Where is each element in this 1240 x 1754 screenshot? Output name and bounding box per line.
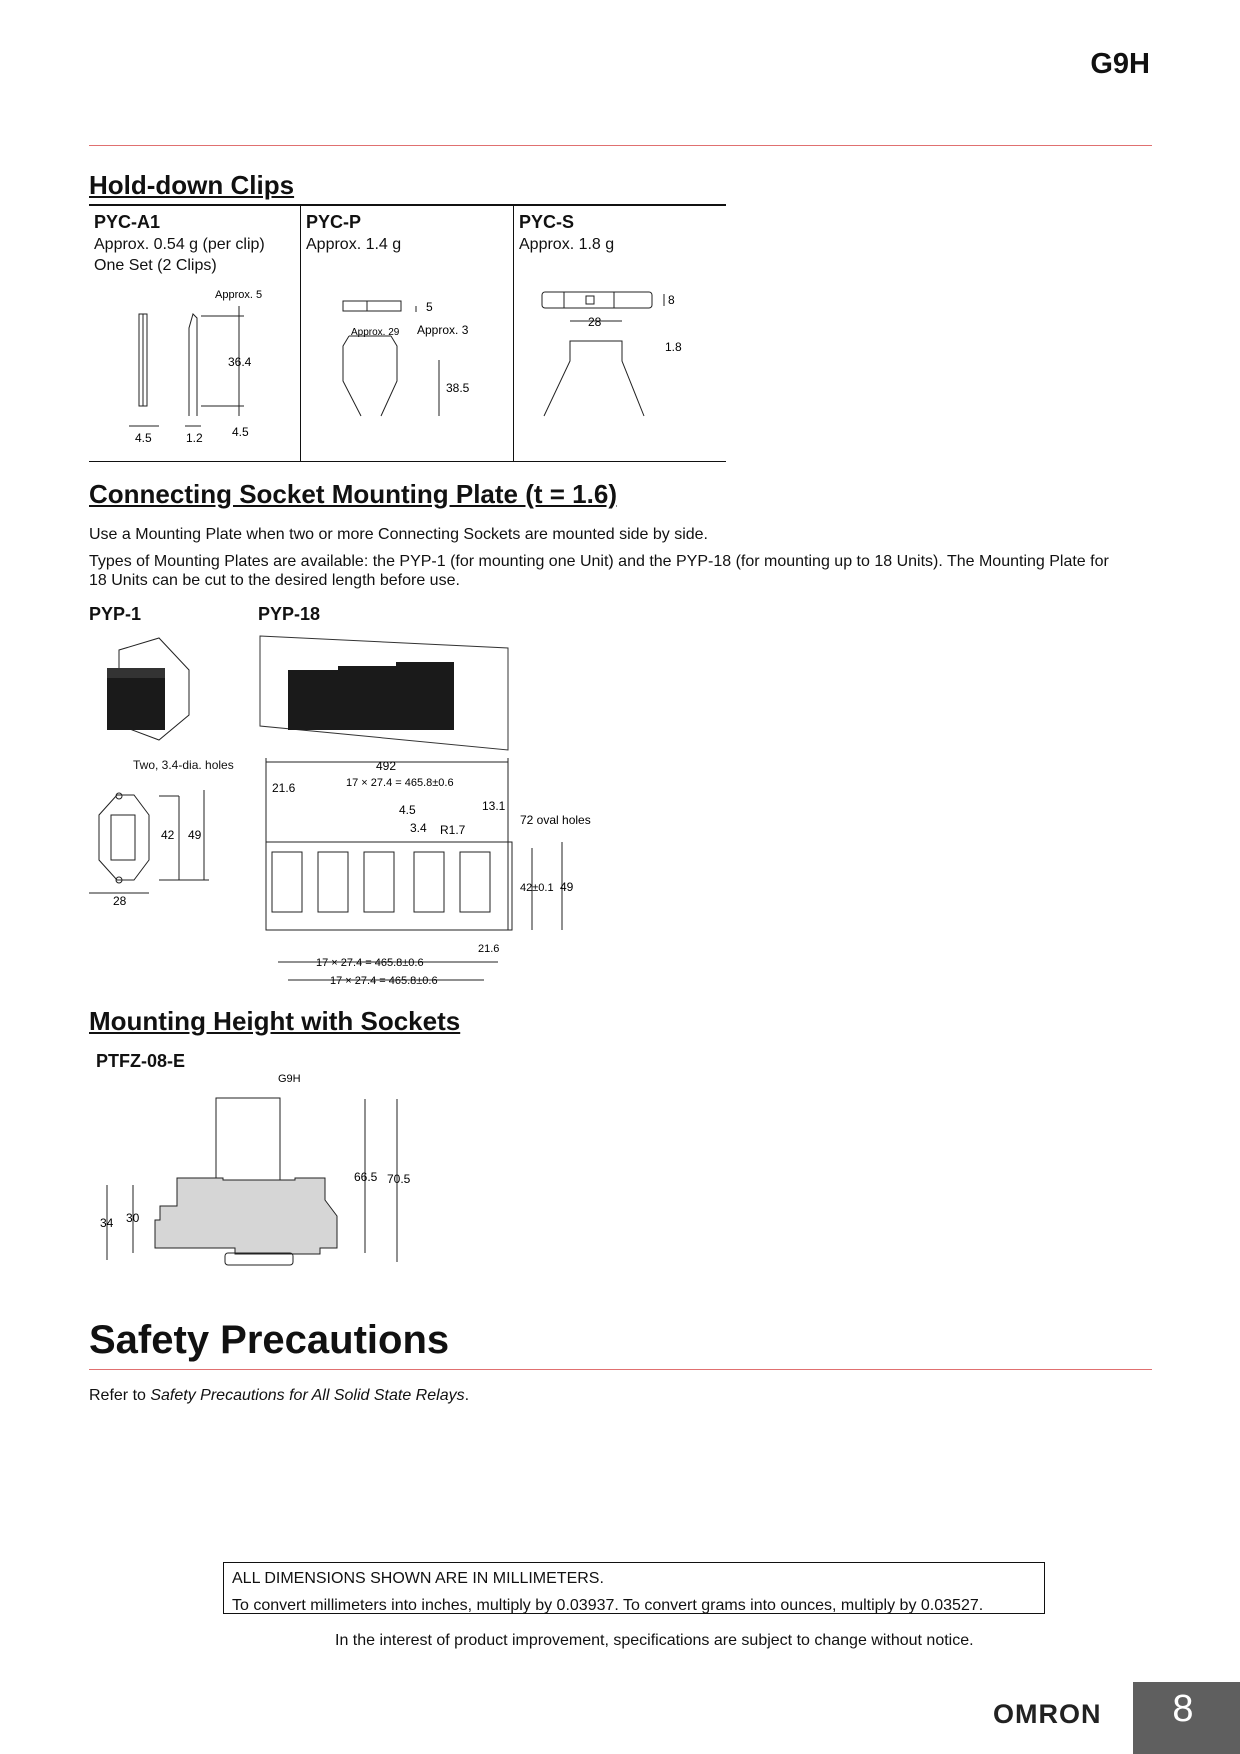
section-title-mounting-height: Mounting Height with Sockets [89,1006,461,1036]
dim-1-2: 1.2 [186,431,203,445]
pyp1-dim-28: 28 [113,894,127,908]
change-notice: In the interest of product improvement, specifications are subject to change without notice. [335,1632,974,1649]
dim-approx3: Approx. 3 [417,323,469,337]
pyc-s-drawing [514,276,726,461]
clip-cell-pyc-a1 [89,206,301,461]
socket-photo [396,662,454,730]
pyp1-model: PYP-1 [89,604,142,624]
pyp18-dim-49: 49 [560,880,574,894]
dim-70-5: 70.5 [387,1172,411,1186]
section-title-hold-down-clips: Hold-down Clips [89,170,295,200]
safety-title: Safety Precautions [89,1318,450,1362]
relay-label: G9H [278,1073,301,1085]
safety-refer-doc-link[interactable]: Safety Precautions for All Solid State Relays [150,1387,465,1404]
mounting-height-model: PTFZ-08-E [96,1051,186,1071]
pyp18-dim-492: 492 [376,759,397,773]
dim-approx29: Approx. 29 [351,327,400,338]
safety-refer-prefix: Refer to [89,1387,151,1404]
pyp18-r1-7: R1.7 [440,823,466,837]
pyp18-pitch-2: 17 × 27.4 = 465.8±0.6 [316,957,424,969]
page-number: 8 [1172,1688,1194,1730]
socket-photo [338,666,396,730]
clip-spec: Approx. 0.54 g (per clip) [94,236,265,253]
omron-logo: OMRON [993,1699,1102,1729]
clip-model: PYC-A1 [94,212,161,232]
dim-4-5-b: 4.5 [232,425,249,439]
section-title-mounting-plate: Connecting Socket Mounting Plate (t = 1.6) [89,479,617,509]
pyp18-dim-42: 42±0.1 [520,882,554,894]
dim-34: 34 [100,1216,114,1230]
safety-refer-suffix: . [464,1387,470,1404]
clip-spec-2: One Set (2 Clips) [94,257,217,274]
dim-4-5-a: 4.5 [135,431,152,445]
clip-spec: Approx. 1.4 g [306,236,402,253]
mounting-plate-para1: Use a Mounting Plate when two or more Connecting Sockets are mounted side by side. [89,526,708,543]
mounting-plate-para2-line1: Types of Mounting Plates are available: the PYP-1 (for mounting one Unit) and the PYP-18 (for mounting up to 18 Units). The Mounting Plate for [89,553,1109,570]
pyp18-figure [258,630,598,992]
safety-refer [89,1386,469,1405]
dim-30: 30 [126,1211,140,1225]
mounting-height-drawing [95,1068,415,1268]
conversion-note: To convert millimeters into inches, multiply by 0.03937. To convert grams into ounces, multiply by 0.03527. [232,1597,984,1614]
dim-38-5: 38.5 [446,381,470,395]
dim-approx5: Approx. 5 [215,289,263,301]
dimensions-note: ALL DIMENSIONS SHOWN ARE IN MILLIMETERS. [232,1570,604,1587]
pyp18-dim-4-5: 4.5 [399,803,416,817]
clip-table [89,204,726,462]
pyp18-dim-21-6a: 21.6 [272,781,296,795]
dim-36-4: 36.4 [228,355,252,369]
safety-rule [89,1369,1152,1370]
dim-5: 5 [426,300,433,314]
pyp18-model: PYP-18 [258,604,321,624]
product-code: G9H [1090,48,1150,80]
clip-cell-pyc-p [301,206,514,461]
pyp1-dim-42: 42 [161,828,175,842]
pyc-p-drawing [301,276,513,461]
pyp18-dim-3-4: 3.4 [410,821,427,835]
pyc-a1-drawing [89,276,300,461]
clip-cell-pyc-s [514,206,726,461]
clip-spec: Approx. 1.8 g [519,236,615,253]
pyp18-dim-13-1: 13.1 [482,799,506,813]
clip-model: PYC-P [306,212,362,232]
pyp1-holes-label: Two, 3.4-dia. holes [133,758,234,772]
dim-8: 8 [668,293,675,307]
pyp18-dim-21-6b: 21.6 [478,943,500,955]
clip-model: PYC-S [519,212,575,232]
dim-66-5: 66.5 [354,1170,378,1184]
socket-photo [288,670,346,730]
dim-1-8: 1.8 [665,340,682,354]
pyp1-dim-49: 49 [188,828,202,842]
mounting-plate-para2-line2: 18 Units can be cut to the desired length before use. [89,572,460,589]
pyp18-oval-holes: 72 oval holes [520,813,591,827]
pyp18-pitch-3: 17 × 27.4 = 465.8±0.6 [330,975,438,987]
dim-28: 28 [588,315,602,329]
dimensions-note-box [223,1562,1045,1614]
header-rule [89,145,1152,146]
pyp18-pitch: 17 × 27.4 = 465.8±0.6 [346,777,454,789]
